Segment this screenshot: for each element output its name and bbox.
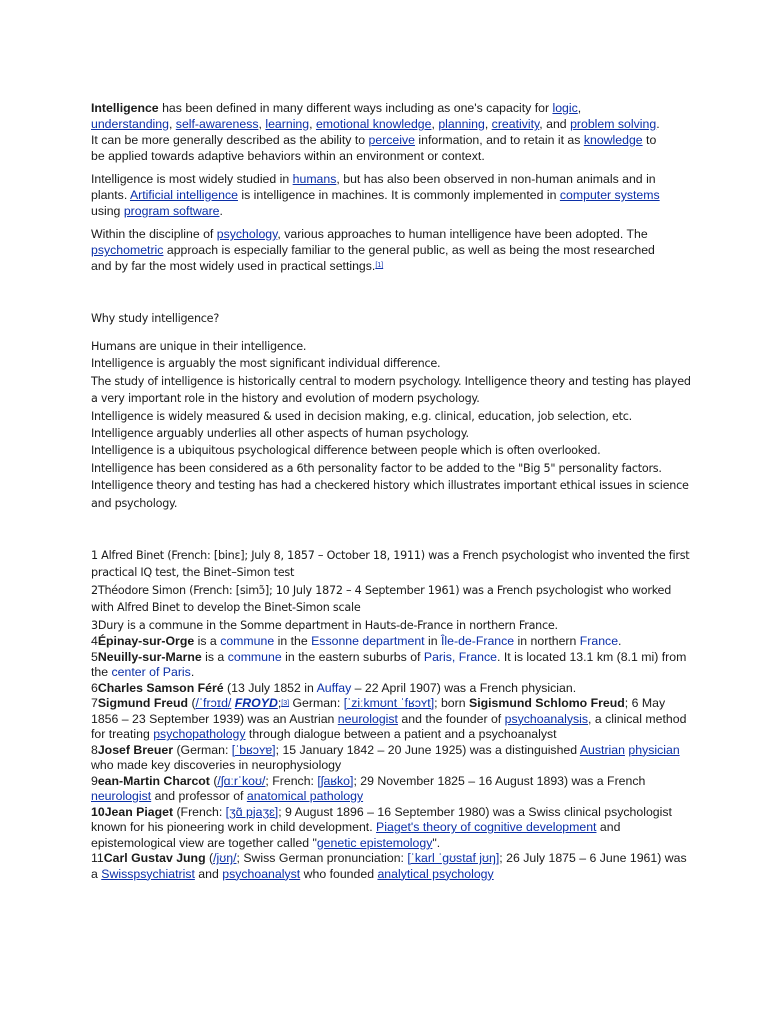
- link-perceive[interactable]: perceive: [368, 133, 415, 147]
- link-french-ipa[interactable]: [ʃaʁko]: [317, 773, 354, 788]
- psychology-paragraph: Within the discipline of psychology, various approaches to human intelligence have been adopted. The psychometric approach is especially familiar to the general public, as well as being the most researched and by far the most widely used in practical settings.[1]: [91, 227, 655, 273]
- why-line: Intelligence is widely measured & used in decision making, e.g. clinical, education, job selection, etc.: [91, 409, 632, 423]
- link-neurologist[interactable]: neurologist: [337, 711, 398, 726]
- link-ile-de-france[interactable]: Île-de-France: [441, 634, 515, 649]
- link-problem-solving[interactable]: problem solving: [570, 117, 657, 131]
- link-artificial-intelligence[interactable]: Artificial intelligence: [129, 188, 238, 202]
- section-heading: Why study intelligence?: [91, 312, 220, 325]
- intro-paragraph: Intelligence has been defined in many different ways including as one's capacity for logic, understanding, self-awareness, learning, emotional knowledge, planning, creativity, and problem solving. It can be more generally described as the ability to perceive information, and to retain it as knowledge to be applied towards adaptive behaviors within an environment or context.: [91, 101, 660, 163]
- link-english-ipa[interactable]: /ʃɑːrˈkoʊ/: [217, 773, 266, 788]
- why-study-section: [91, 310, 691, 327]
- reference-link[interactable]: [3]: [281, 700, 290, 708]
- note-item: 8Josef Breuer (German: [ˈbʁɔʏɐ]; 15 January 1842 – 20 June 1925) was a distinguished Austrian physician who made key discoveries in neurophysiology: [91, 742, 680, 773]
- link-psychoanalysis[interactable]: psychoanalysis: [504, 711, 589, 726]
- link-german-ipa[interactable]: [ˈziːkmʊnt ˈfʁɔʏt]: [343, 696, 435, 711]
- link-physician[interactable]: physician: [628, 742, 680, 757]
- link-commune[interactable]: commune: [227, 649, 282, 664]
- why-line: Intelligence is a ubiquitous psychological difference between people which is often overlooked.: [91, 444, 601, 458]
- link-german-ipa[interactable]: [ˈbʁɔʏɐ]: [231, 742, 276, 757]
- link-understanding[interactable]: understanding: [91, 117, 169, 131]
- note-item: 3Dury is a commune in the Somme department in Hauts-de-France in northern France.: [91, 618, 558, 632]
- note-item: 10Jean Piaget (French: [ʒɑ̃ pjaʒɛ]; 9 August 1896 – 16 September 1980) was a Swiss clinical psychologist known for his pioneering work in child development. Piaget's theory of cognitive development and epistemological view are together called "genetic epistemology".: [91, 804, 672, 850]
- link-psychology[interactable]: psychology: [216, 227, 278, 241]
- why-line: Humans are unique in their intelligence.: [91, 340, 307, 353]
- link-center-of-paris[interactable]: center of Paris: [111, 665, 191, 680]
- link-logic[interactable]: logic: [552, 101, 578, 115]
- link-self-awareness[interactable]: self-awareness: [175, 117, 259, 131]
- why-line: The study of intelligence is historically central to modern psychology. Intelligence theory and testing has played a very important role in the history and evolution of modern psychology.: [91, 374, 691, 406]
- link-creativity[interactable]: creativity: [491, 117, 540, 131]
- note-item: 11Carl Gustav Jung (/jʊŋ/; Swiss German pronunciation: [ˈkarl ˈɡʊstaf jʊŋ]; 26 July 1875 – 6 June 1961) was a Swisspsychiatrist and psychoanalyst who founded analytical psychology: [91, 851, 687, 881]
- note-item: 4Épinay-sur-Orge is a commune in the Essonne department in Île-de-France in northern France.: [91, 634, 622, 649]
- why-study-list: [91, 338, 691, 512]
- link-swiss-psychiatrist[interactable]: Swisspsychiatrist: [101, 866, 195, 881]
- link-psychopathology[interactable]: psychopathology: [153, 727, 246, 742]
- notes-list: [91, 547, 691, 882]
- study-paragraph: Intelligence is most widely studied in humans, but has also been observed in non-human animals and in plants. Artificial intelligence is intelligence in machines. It is commonly implemented in computer systems using program software.: [91, 172, 660, 218]
- link-planning[interactable]: planning: [438, 117, 485, 131]
- link-commune[interactable]: commune: [220, 634, 275, 649]
- link-cognitive-development[interactable]: Piaget's theory of cognitive development: [376, 820, 597, 835]
- link-psychoanalyst[interactable]: psychoanalyst: [222, 866, 301, 881]
- link-computer-systems[interactable]: computer systems: [559, 188, 660, 202]
- link-program-software[interactable]: program software: [123, 204, 220, 218]
- note-item: 5Neuilly-sur-Marne is a commune in the eastern suburbs of Paris, France. It is located 13.1 km (8.1 mi) from the center of Paris.: [91, 649, 687, 680]
- link-paris[interactable]: Paris, France: [423, 649, 498, 664]
- link-france[interactable]: France: [579, 634, 619, 649]
- why-line: Intelligence arguably underlies all other aspects of human psychology.: [91, 427, 469, 441]
- link-knowledge[interactable]: knowledge: [583, 133, 643, 147]
- link-psychometric[interactable]: psychometric: [91, 243, 164, 257]
- link-austrian[interactable]: Austrian: [579, 742, 625, 757]
- link-emotional-knowledge[interactable]: emotional knowledge: [315, 117, 432, 131]
- link-auffay[interactable]: Auffay: [316, 680, 352, 695]
- why-line: Intelligence is arguably the most significant individual difference.: [91, 357, 441, 371]
- note-item: 7Sigmund Freud (/ˈfrɔɪd/ FROYD;[3] German: [ˈziːkmʊnt ˈfʁɔʏt]; born Sigismund Schlomo Freud; 6 May 1856 – 23 September 1939) was an Austrian neurologist and the founder of psychoanalysis, a clinical method for treating psychopathology through dialogue between a patient and a psychoanalyst: [91, 696, 687, 742]
- link-pronunciation[interactable]: /ˈfrɔɪd/: [195, 696, 232, 711]
- link-swiss-german-ipa[interactable]: [ˈkarl ˈɡʊstaf jʊŋ]: [407, 851, 500, 866]
- link-neurologist[interactable]: neurologist: [91, 789, 152, 804]
- note-item: 1 Alfred Binet (French: [binɛ]; July 8, 1857 – October 18, 1911) was a French psychologist who invented the first practical IQ test, the Binet–Simon test: [91, 549, 690, 580]
- why-line: Intelligence theory and testing has had a checkered history which illustrates important ethical issues in science and psychology.: [91, 479, 689, 510]
- link-humans[interactable]: humans: [292, 172, 337, 186]
- reference-link[interactable]: [1]: [375, 262, 384, 269]
- link-froyd[interactable]: FROYD: [234, 696, 278, 711]
- note-item: 6Charles Samson Féré (13 July 1852 in Auffay – 22 April 1907) was a French physician.: [91, 680, 577, 695]
- link-french-ipa[interactable]: [ʒɑ̃ pjaʒɛ]: [225, 804, 279, 819]
- link-essonne[interactable]: Essonne department: [311, 634, 425, 649]
- link-genetic-epistemology[interactable]: genetic epistemology: [316, 835, 433, 850]
- why-line: Intelligence has been considered as a 6th personality factor to be added to the "Big 5" personality factors.: [91, 461, 662, 475]
- link-analytical-psychology[interactable]: analytical psychology: [377, 866, 494, 881]
- note-item: 9ean-Martin Charcot (/ʃɑːrˈkoʊ/; French: [ʃaʁko]; 29 November 1825 – 16 August 1893) was a French neurologist and professor of anatomical pathology: [91, 773, 646, 804]
- link-learning[interactable]: learning: [265, 117, 310, 131]
- note-item: 2Théodore Simon (French: [simɔ̃]; 10 July 1872 – 4 September 1961) was a French psychologist who worked with Alfred Binet to develop the Binet-Simon scale: [91, 583, 672, 615]
- link-english-ipa[interactable]: /jʊŋ/: [213, 851, 237, 866]
- bold-term: Intelligence: [91, 101, 159, 115]
- link-anatomical-pathology[interactable]: anatomical pathology: [246, 789, 364, 804]
